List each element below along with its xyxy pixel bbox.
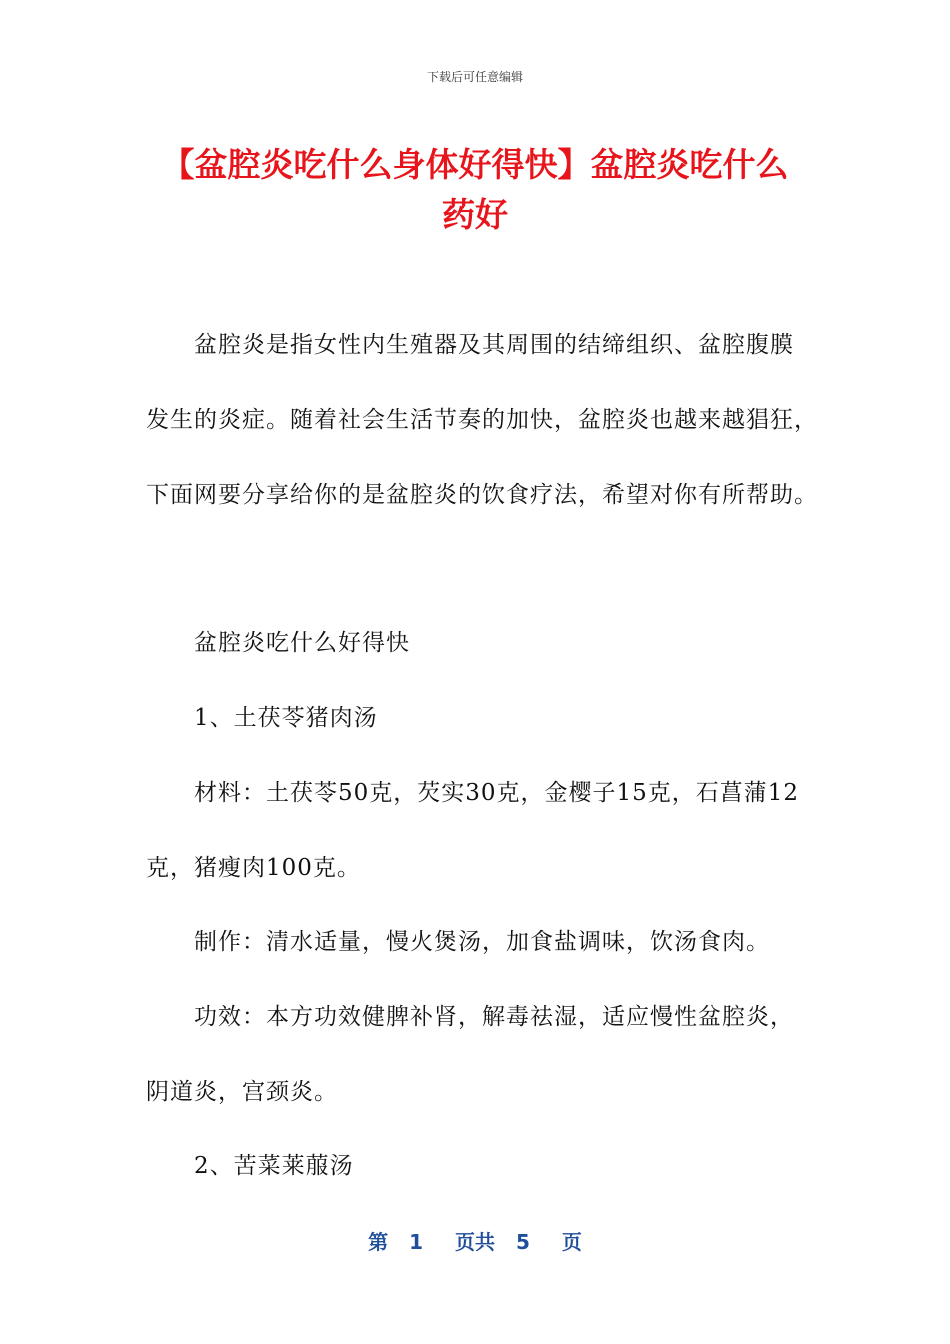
intro-line-3: 下面网要分享给你的是盆腔炎的饮食疗法，希望对你有所帮助。 — [146, 482, 818, 508]
item1-material-line-2: 克，猪瘦肉100克。 — [146, 855, 361, 881]
document-title — [120, 140, 830, 240]
item1-title: 1、土茯苓猪肉汤 — [194, 705, 378, 731]
footer-word-ye: 页 — [561, 1230, 582, 1254]
section-heading: 盆腔炎吃什么好得快 — [194, 630, 410, 656]
intro-line-2: 发生的炎症。随着社会生活节奏的加快，盆腔炎也越来越猖狂， — [146, 407, 818, 433]
item1-effect-line-1: 功效：本方功效健脾补肾，解毒祛湿，适应慢性盆腔炎， — [194, 1004, 794, 1030]
title-line-2: 药好 — [442, 195, 508, 234]
header-note: 下载后可任意编辑 — [426, 70, 523, 84]
intro-line-1: 盆腔炎是指女性内生殖器及其周围的结缔组织、盆腔腹膜 — [194, 332, 794, 358]
item1-material-line-1: 材料：土茯苓50克，芡实30克，金樱子15克，石菖蒲12 — [194, 780, 800, 806]
footer-word-di: 第 — [368, 1230, 389, 1254]
item2-title: 2、苦菜莱菔汤 — [194, 1153, 354, 1179]
footer-total-pages: 5 — [515, 1230, 530, 1254]
title-line-1: 【盆腔炎吃什么身体好得快】盆腔炎吃什么 — [161, 145, 789, 184]
footer-word-ye-gong: 页共 — [455, 1230, 495, 1254]
item1-method: 制作：清水适量，慢火煲汤，加食盐调味，饮汤食肉。 — [194, 929, 770, 955]
item1-effect-line-2: 阴道炎，宫颈炎。 — [146, 1079, 338, 1105]
footer-page-number: 1 — [409, 1230, 424, 1254]
page-footer — [0, 1226, 950, 1255]
